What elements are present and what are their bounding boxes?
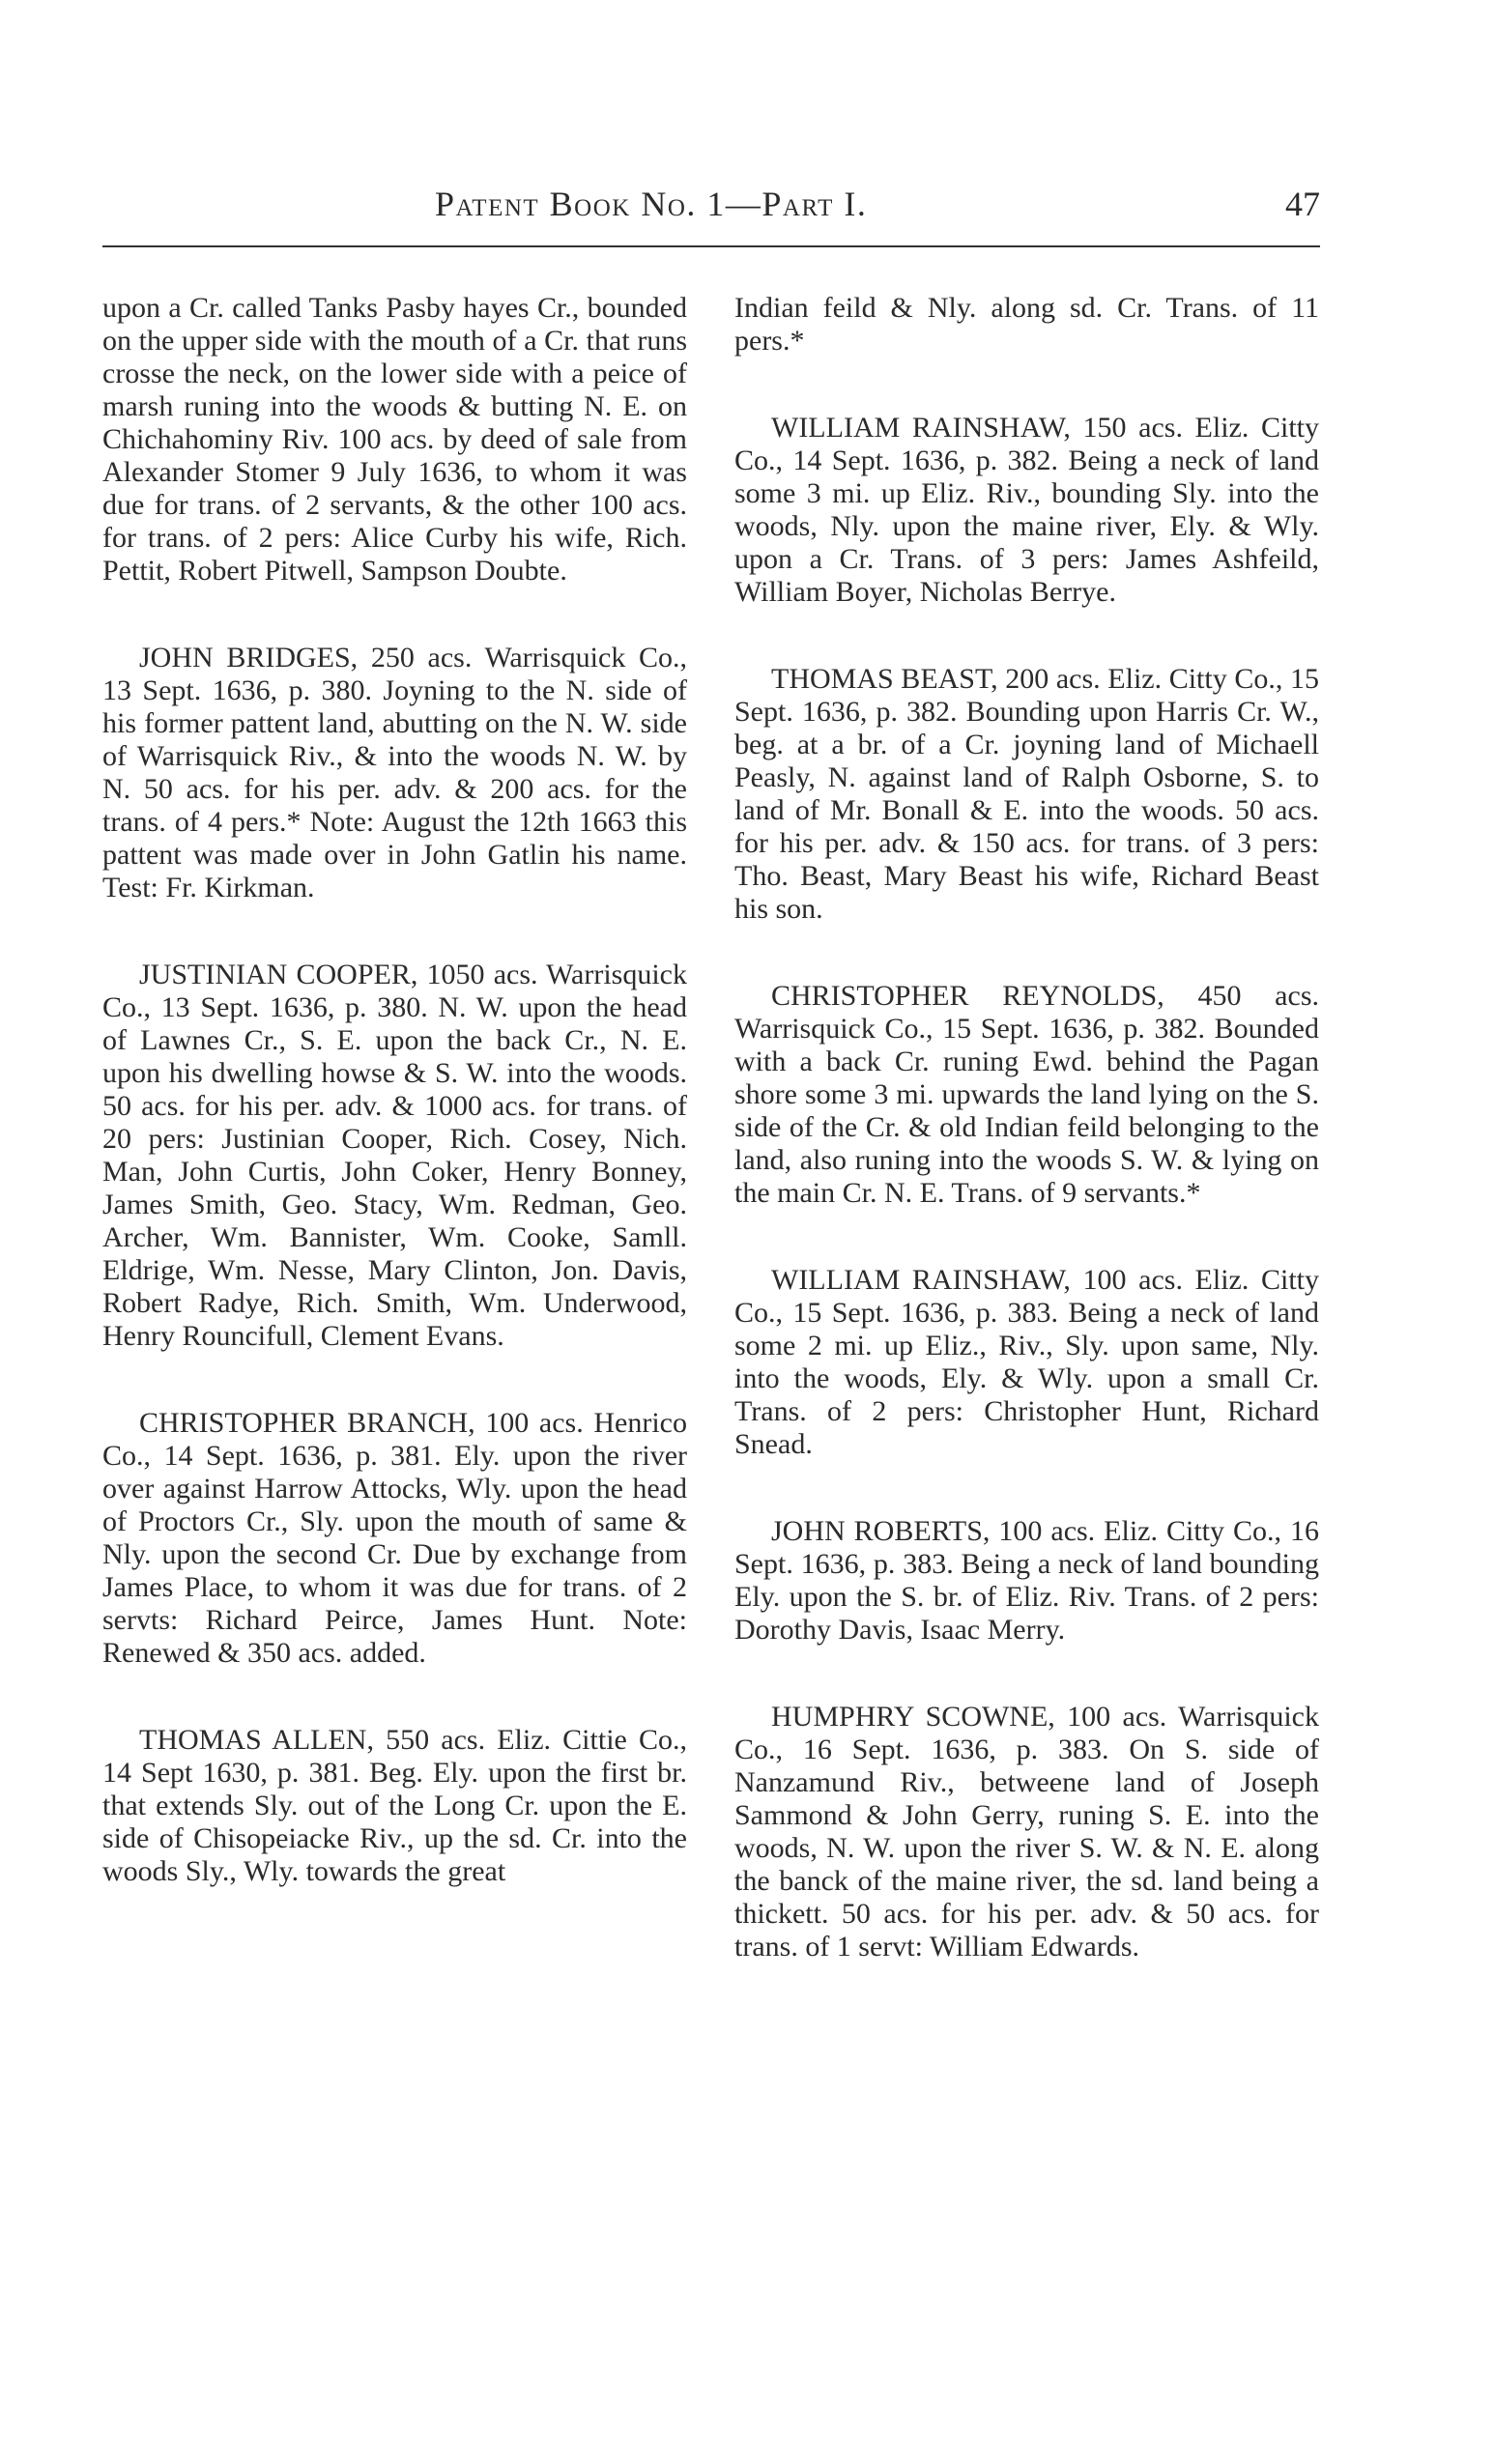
entry-text: Indian feild & Nly. along sd. Cr. Trans. of 11 pers.* <box>734 292 1319 357</box>
entry-text: THOMAS ALLEN, 550 acs. Eliz. Cittie Co., 14 Sept 1630, p. 381. Beg. Ely. upon the first br. that extends Sly. out of the Long Cr. upon the E. side of Chisopeiacke Riv., up the sd. Cr. into the woods Sly., Wly. towards the great <box>102 1724 687 1887</box>
entry-text: JOHN ROBERTS, 100 acs. Eliz. Citty Co., 16 Sept. 1636, p. 383. Being a neck of land bounding Ely. upon the S. br. of Eliz. Riv. Trans. of 2 pers: Dorothy Davis, Isaac Merry. <box>734 1515 1319 1646</box>
patent-entry <box>734 1264 1319 1461</box>
patent-entry-continued <box>734 292 1319 358</box>
entry-text: WILLIAM RAINSHAW, 100 acs. Eliz. Citty Co., 15 Sept. 1636, p. 383. Being a neck of land some 2 mi. up Eliz., Riv., Sly. upon same, Nly. into the woods, Ely. & Wly. upon a small Cr. Trans. of 2 pers: Christopher Hunt, Richard Snead. <box>734 1264 1319 1460</box>
entry-text: JOHN BRIDGES, 250 acs. Warrisquick Co., 13 Sept. 1636, p. 380. Joyning to the N. side of his former pattent land, abutting on the N. W. side of Warrisquick Riv., & into the woods N. W. by N. 50 acs. for his per. adv. & 200 acs. for the trans. of 4 pers.* Note: August the 12th 1663 this pattent was made over in John Gatlin his name. Test: Fr. Kirkman. <box>102 642 687 903</box>
entry-text: JUSTINIAN COOPER, 1050 acs. Warrisquick Co., 13 Sept. 1636, p. 380. N. W. upon the head of Lawnes Cr., S. E. upon the back Cr., N. E. upon his dwelling howse & S. W. into the woods. 50 acs. for his per. adv. & 1000 acs. for trans. of 20 pers: Justinian Cooper, Rich. Cosey, Nich. Man, John Curtis, John Coker, Henry Bonney, James Smith, Geo. Stacy, Wm. Redman, Geo. Archer, Wm. Bannister, Wm. Cooke, Samll. Eldrige, Wm. Nesse, Mary Clinton, Jon. Davis, Robert Radye, Rich. Smith, Wm. Underwood, Henry Rouncifull, Clement Evans. <box>102 959 687 1352</box>
header-rule <box>102 245 1320 247</box>
page-header <box>102 184 1320 242</box>
patent-entry <box>102 642 687 904</box>
patent-entry <box>102 1724 687 1888</box>
entry-text: THOMAS BEAST, 200 acs. Eliz. Citty Co., 15 Sept. 1636, p. 382. Bounding upon Harris Cr. W., beg. at a br. of a Cr. joyning land of Michaell Peasly, N. against land of Ralph Osborne, S. to land of Mr. Bonall & E. into the woods. 50 acs. for his per. adv. & 150 acs. for trans. of 3 pers: Tho. Beast, Mary Beast his wife, Richard Beast his son. <box>734 663 1319 925</box>
entry-text: HUMPHRY SCOWNE, 100 acs. Warrisquick Co., 16 Sept. 1636, p. 383. On S. side of Nanzamund Riv., betweene land of Joseph Sammond & John Gerry, runing S. E. into the woods, N. W. upon the river S. W. & N. E. along the banck of the maine river, the sd. land being a thickett. 50 acs. for his per. adv. & 50 acs. for trans. of 1 servt: William Edwards. <box>734 1701 1319 1963</box>
entry-text: WILLIAM RAINSHAW, 150 acs. Eliz. Citty Co., 14 Sept. 1636, p. 382. Being a neck of land some 3 mi. up Eliz. Riv., bounding Sly. into the woods, Nly. upon the maine river, Ely. & Wly. upon a Cr. Trans. of 3 pers: James Ashfeild, William Boyer, Nicholas Berrye. <box>734 412 1319 608</box>
running-title: Patent Book No. 1—Part I. <box>435 185 868 223</box>
entry-text: CHRISTOPHER REYNOLDS, 450 acs. Warrisquick Co., 15 Sept. 1636, p. 382. Bounded with a back Cr. runing Ewd. behind the Pagan shore some 3 mi. upwards the land lying on the S. side of the Cr. & old Indian feild belonging to the land, also runing into the woods S. W. & lying on the main Cr. N. E. Trans. of 9 servants.* <box>734 980 1319 1209</box>
entry-text: CHRISTOPHER BRANCH, 100 acs. Henrico Co., 14 Sept. 1636, p. 381. Ely. upon the river over against Harrow Attocks, Wly. upon the head of Proctors Cr., Sly. upon the mouth of same & Nly. upon the second Cr. Due by exchange from James Place, to whom it was due for trans. of 2 servts: Richard Peirce, James Hunt. Note: Renewed & 350 acs. added. <box>102 1407 687 1669</box>
patent-entry <box>734 980 1319 1210</box>
patent-entry <box>734 1701 1319 1963</box>
patent-entry <box>734 663 1319 926</box>
patent-entry-continued <box>102 292 687 587</box>
patent-entry <box>102 959 687 1353</box>
entry-text: upon a Cr. called Tanks Pasby hayes Cr., bounded on the upper side with the mouth of a Cr. that runs crosse the neck, on the lower side with a peice of marsh runing into the woods & butting N. E. on Chichahominy Riv. 100 acs. by deed of sale from Alexander Stomer 9 July 1636, to whom it was due for trans. of 2 servants, & the other 100 acs. for trans. of 2 pers: Alice Curby his wife, Rich. Pettit, Robert Pitwell, Sampson Doubte. <box>102 292 687 587</box>
left-column <box>102 292 687 1942</box>
patent-entry <box>102 1407 687 1670</box>
patent-entry <box>734 412 1319 609</box>
right-column <box>734 292 1319 2018</box>
page-number: 47 <box>1285 185 1320 223</box>
patent-entry <box>734 1515 1319 1647</box>
